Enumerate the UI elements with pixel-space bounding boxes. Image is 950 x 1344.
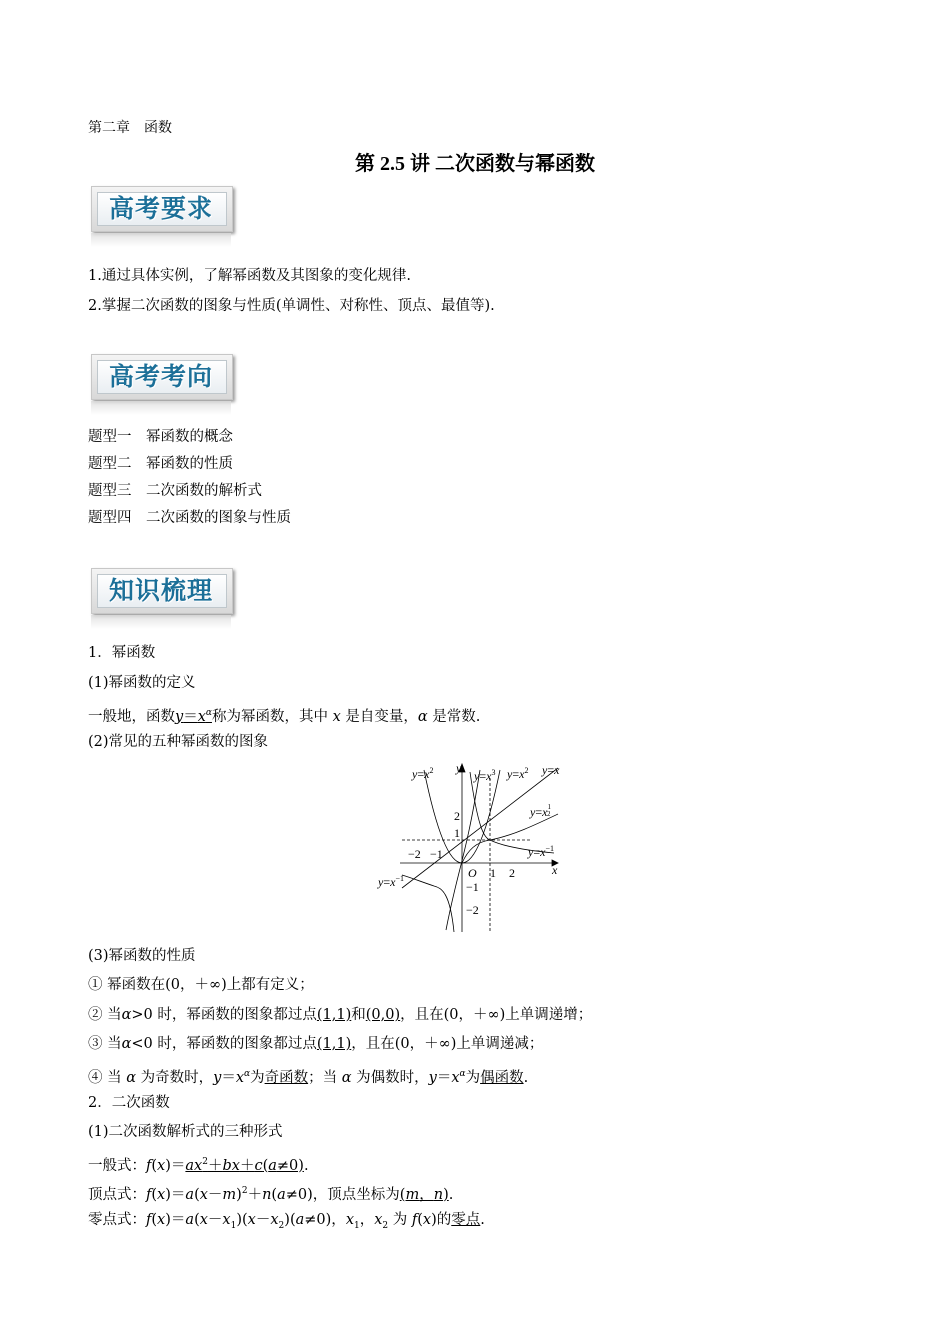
label-y-x3: $y=x^3$ xyxy=(474,768,496,783)
label-y-xinv-left: $y=x^{-1}$ xyxy=(378,874,404,889)
badge-direction-text: 高考考向 xyxy=(108,362,213,391)
requirement-2: 2.掌握二次函数的图象与性质(单调性、对称性、顶点、最值等). xyxy=(88,298,495,314)
tick-y-1: 1 xyxy=(454,826,460,840)
question-type-4: 题型四 二次函数的图象与性质 xyxy=(88,510,291,526)
label-y-x: y=x xyxy=(542,763,560,777)
tick-x-neg2: −2 xyxy=(408,847,421,861)
curve-y-x xyxy=(402,768,558,888)
tick-x-neg1: −1 xyxy=(430,847,443,861)
label-y-axis: y xyxy=(456,761,462,775)
section-power-function: 1．幂函数 xyxy=(88,645,156,661)
subsection-definition: (1)幂函数的定义 xyxy=(88,675,196,691)
definition-text: 一般地，函数$y=x^\alpha$称为幂函数，其中 x 是自变量，α 是常数. xyxy=(88,708,481,725)
property-3: ③ 当α<0 时，幂函数的图象都过点(1,1)，且在(0，＋∞)上单调递减； xyxy=(88,1036,544,1052)
tick-y-neg1: −1 xyxy=(466,880,479,894)
property-1: ① 幂函数在(0，＋∞)上都有定义； xyxy=(88,977,314,993)
label-y-xinv-right: $y=x^{-1}$ xyxy=(528,844,554,859)
question-type-2: 题型二 幂函数的性质 xyxy=(88,456,233,472)
chapter-label: 第二章 函数 xyxy=(88,120,172,136)
requirement-1: 1.通过具体实例，了解幂函数及其图象的变化规律. xyxy=(88,268,411,284)
property-4: ④ 当 α 为奇数时，$y=x^\alpha$为奇函数；当 α 为偶数时，$y=x^\alpha$为偶函数. xyxy=(88,1069,529,1086)
property-2: ② 当α>0 时，幂函数的图象都过点(1,1)和(0,0)，且在(0，＋∞)上单调递增； xyxy=(88,1007,593,1023)
subsection-forms: (1)二次函数解析式的三种形式 xyxy=(88,1124,283,1140)
subsection-properties: (3)幂函数的性质 xyxy=(88,948,196,964)
badge-requirements xyxy=(88,183,234,247)
curve-y-xinv-left xyxy=(402,875,454,932)
badge-direction xyxy=(88,351,234,415)
badge-knowledge-text: 知识梳理 xyxy=(108,576,213,605)
label-origin: O xyxy=(468,866,477,880)
label-x-axis: x xyxy=(552,863,558,877)
badge-requirements-text: 高考要求 xyxy=(108,194,213,223)
page-title: 第 2.5 讲 二次函数与幂函数 xyxy=(355,153,595,175)
general-form: 一般式：$f(x)=ax^2+bx+c(a\ne 0)$. xyxy=(88,1157,309,1174)
vertex-form: 顶点式：$f(x)=a(x-m)^2+n(a\ne 0)$，顶点坐标为(m，n). xyxy=(88,1186,454,1203)
zero-form: 零点式：$f(x)=a(x-x_1)(x-x_2)(a\ne 0)$，$x_1$，$x_2$ 为 f(x)的零点. xyxy=(88,1212,485,1231)
tick-y-2: 2 xyxy=(454,809,460,823)
tick-x-2: 2 xyxy=(509,866,515,880)
section-quadratic: 2．二次函数 xyxy=(88,1095,170,1111)
badge-knowledge xyxy=(88,565,234,629)
label-y-x2-left: $y=x^2$ xyxy=(412,766,434,781)
label-y-x2-right: $y=x^2$ xyxy=(507,766,529,781)
power-function-graph xyxy=(372,758,584,936)
subsection-graphs: (2)常见的五种幂函数的图象 xyxy=(88,734,269,750)
question-type-3: 题型三 二次函数的解析式 xyxy=(88,483,262,499)
label-y-xhalf: $y=x^1$ 2 xyxy=(530,803,551,819)
tick-x-1: 1 xyxy=(490,866,496,880)
question-type-1: 题型一 幂函数的概念 xyxy=(88,429,233,445)
tick-y-neg2: −2 xyxy=(466,903,479,917)
